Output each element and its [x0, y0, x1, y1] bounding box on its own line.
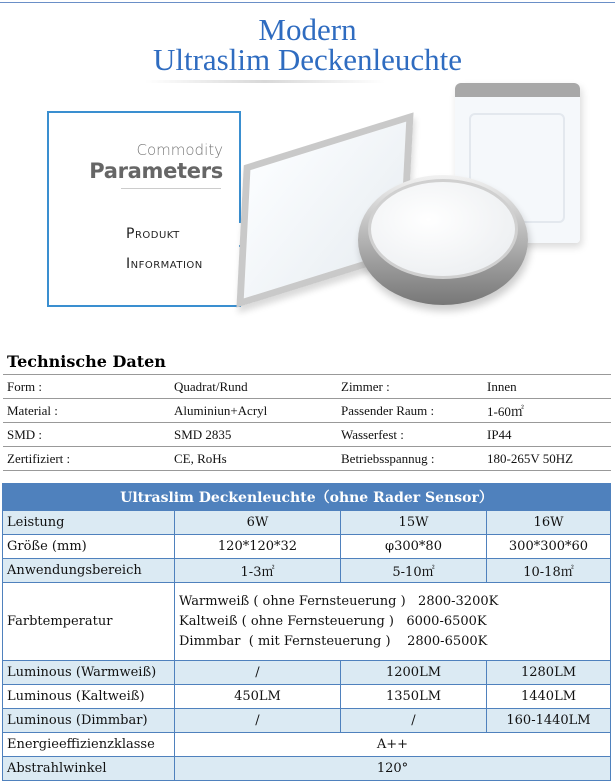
cell: φ300*80 — [341, 535, 487, 559]
commodity-label: Commodity — [136, 141, 223, 159]
technische-daten-heading: Technische Daten — [7, 352, 166, 371]
cell: 1440LM — [487, 685, 611, 709]
farbtemperatur-cell — [175, 583, 611, 661]
cell: 1-3㎡ — [175, 559, 341, 583]
cell: / — [341, 709, 487, 733]
table-row — [3, 583, 611, 661]
spec-table-header: Ultraslim Deckenleuchte（ohne Rader Sensor） — [3, 484, 611, 511]
cell: 1200LM — [341, 661, 487, 685]
value: SMD 2835 — [170, 423, 337, 447]
table-row — [3, 423, 611, 447]
hero-title-line2: Ultraslim Deckenleuchte — [152, 42, 463, 77]
table-row — [3, 661, 611, 685]
cell: A++ — [175, 733, 611, 757]
key: SMD : — [3, 423, 170, 447]
hero-title-line1: Modern — [258, 12, 357, 47]
table-row — [3, 375, 611, 399]
cell: 450LM — [175, 685, 341, 709]
table-row — [3, 685, 611, 709]
key: Wasserfest : — [337, 423, 483, 447]
cell: 120° — [175, 757, 611, 781]
technische-daten-table — [3, 374, 611, 471]
cell: / — [175, 661, 341, 685]
table-row — [3, 447, 611, 471]
row-label: Luminous (Warmweiß) — [3, 661, 175, 685]
row-label: Luminous (Dimmbar) — [3, 709, 175, 733]
round-light-face — [368, 179, 518, 279]
value: 1-60㎡ — [483, 399, 611, 423]
parameters-underline — [121, 188, 221, 189]
title-reflection — [145, 80, 385, 83]
row-label: Luminous (Kaltweiß) — [3, 685, 175, 709]
key: Passender Raum : — [337, 399, 483, 423]
round-panel-light-image — [358, 175, 528, 305]
farbtemperatur-line: Dimmbar ( mit Fernsteuerung ) 2800-6500K — [179, 633, 488, 649]
cell: 5-10㎡ — [341, 559, 487, 583]
spec-table — [2, 483, 611, 781]
value: CE, RoHs — [170, 447, 337, 471]
cell: 300*300*60 — [487, 535, 611, 559]
value: 180-265V 50HZ — [483, 447, 611, 471]
cell: 15W — [341, 511, 487, 535]
farbtemperatur-line: Kaltweiß ( ohne Fernsteuerung ) 6000-6500K — [179, 613, 487, 629]
table-row — [3, 535, 611, 559]
cell: 160-1440LM — [487, 709, 611, 733]
cell: 1280LM — [487, 661, 611, 685]
spec-header-row — [3, 484, 611, 511]
cell: 120*120*32 — [175, 535, 341, 559]
value: Innen — [483, 375, 611, 399]
table-row — [3, 511, 611, 535]
produkt-label: Produkt — [126, 226, 180, 242]
farbtemperatur-line: Warmweiß ( ohne Fernsteuerung ) 2800-3200K — [179, 593, 499, 609]
cell: / — [175, 709, 341, 733]
hero-banner — [0, 0, 615, 345]
row-label: Leistung — [3, 511, 175, 535]
row-label: Energieeffizienzklasse — [3, 733, 175, 757]
key: Zertifiziert : — [3, 447, 170, 471]
row-label: Größe (mm) — [3, 535, 175, 559]
row-label: Abstrahlwinkel — [3, 757, 175, 781]
table-row — [3, 399, 611, 423]
table-row — [3, 733, 611, 757]
parameters-label: Parameters — [89, 159, 223, 183]
value: Aluminiun+Acryl — [170, 399, 337, 423]
key: Zimmer : — [337, 375, 483, 399]
key: Material : — [3, 399, 170, 423]
information-label: Information — [126, 256, 203, 272]
table-row — [3, 709, 611, 733]
cell: 6W — [175, 511, 341, 535]
value: IP44 — [483, 423, 611, 447]
table-row — [3, 757, 611, 781]
cell: 1350LM — [341, 685, 487, 709]
row-label: Farbtemperatur — [3, 583, 175, 661]
row-label: Anwendungsbereich — [3, 559, 175, 583]
commodity-parameters-box — [47, 111, 241, 307]
key: Betriebsspannug : — [337, 447, 483, 471]
value: Quadrat/Rund — [170, 375, 337, 399]
cell: 10-18㎡ — [487, 559, 611, 583]
cell: 16W — [487, 511, 611, 535]
key: Form : — [3, 375, 170, 399]
table-row — [3, 559, 611, 583]
